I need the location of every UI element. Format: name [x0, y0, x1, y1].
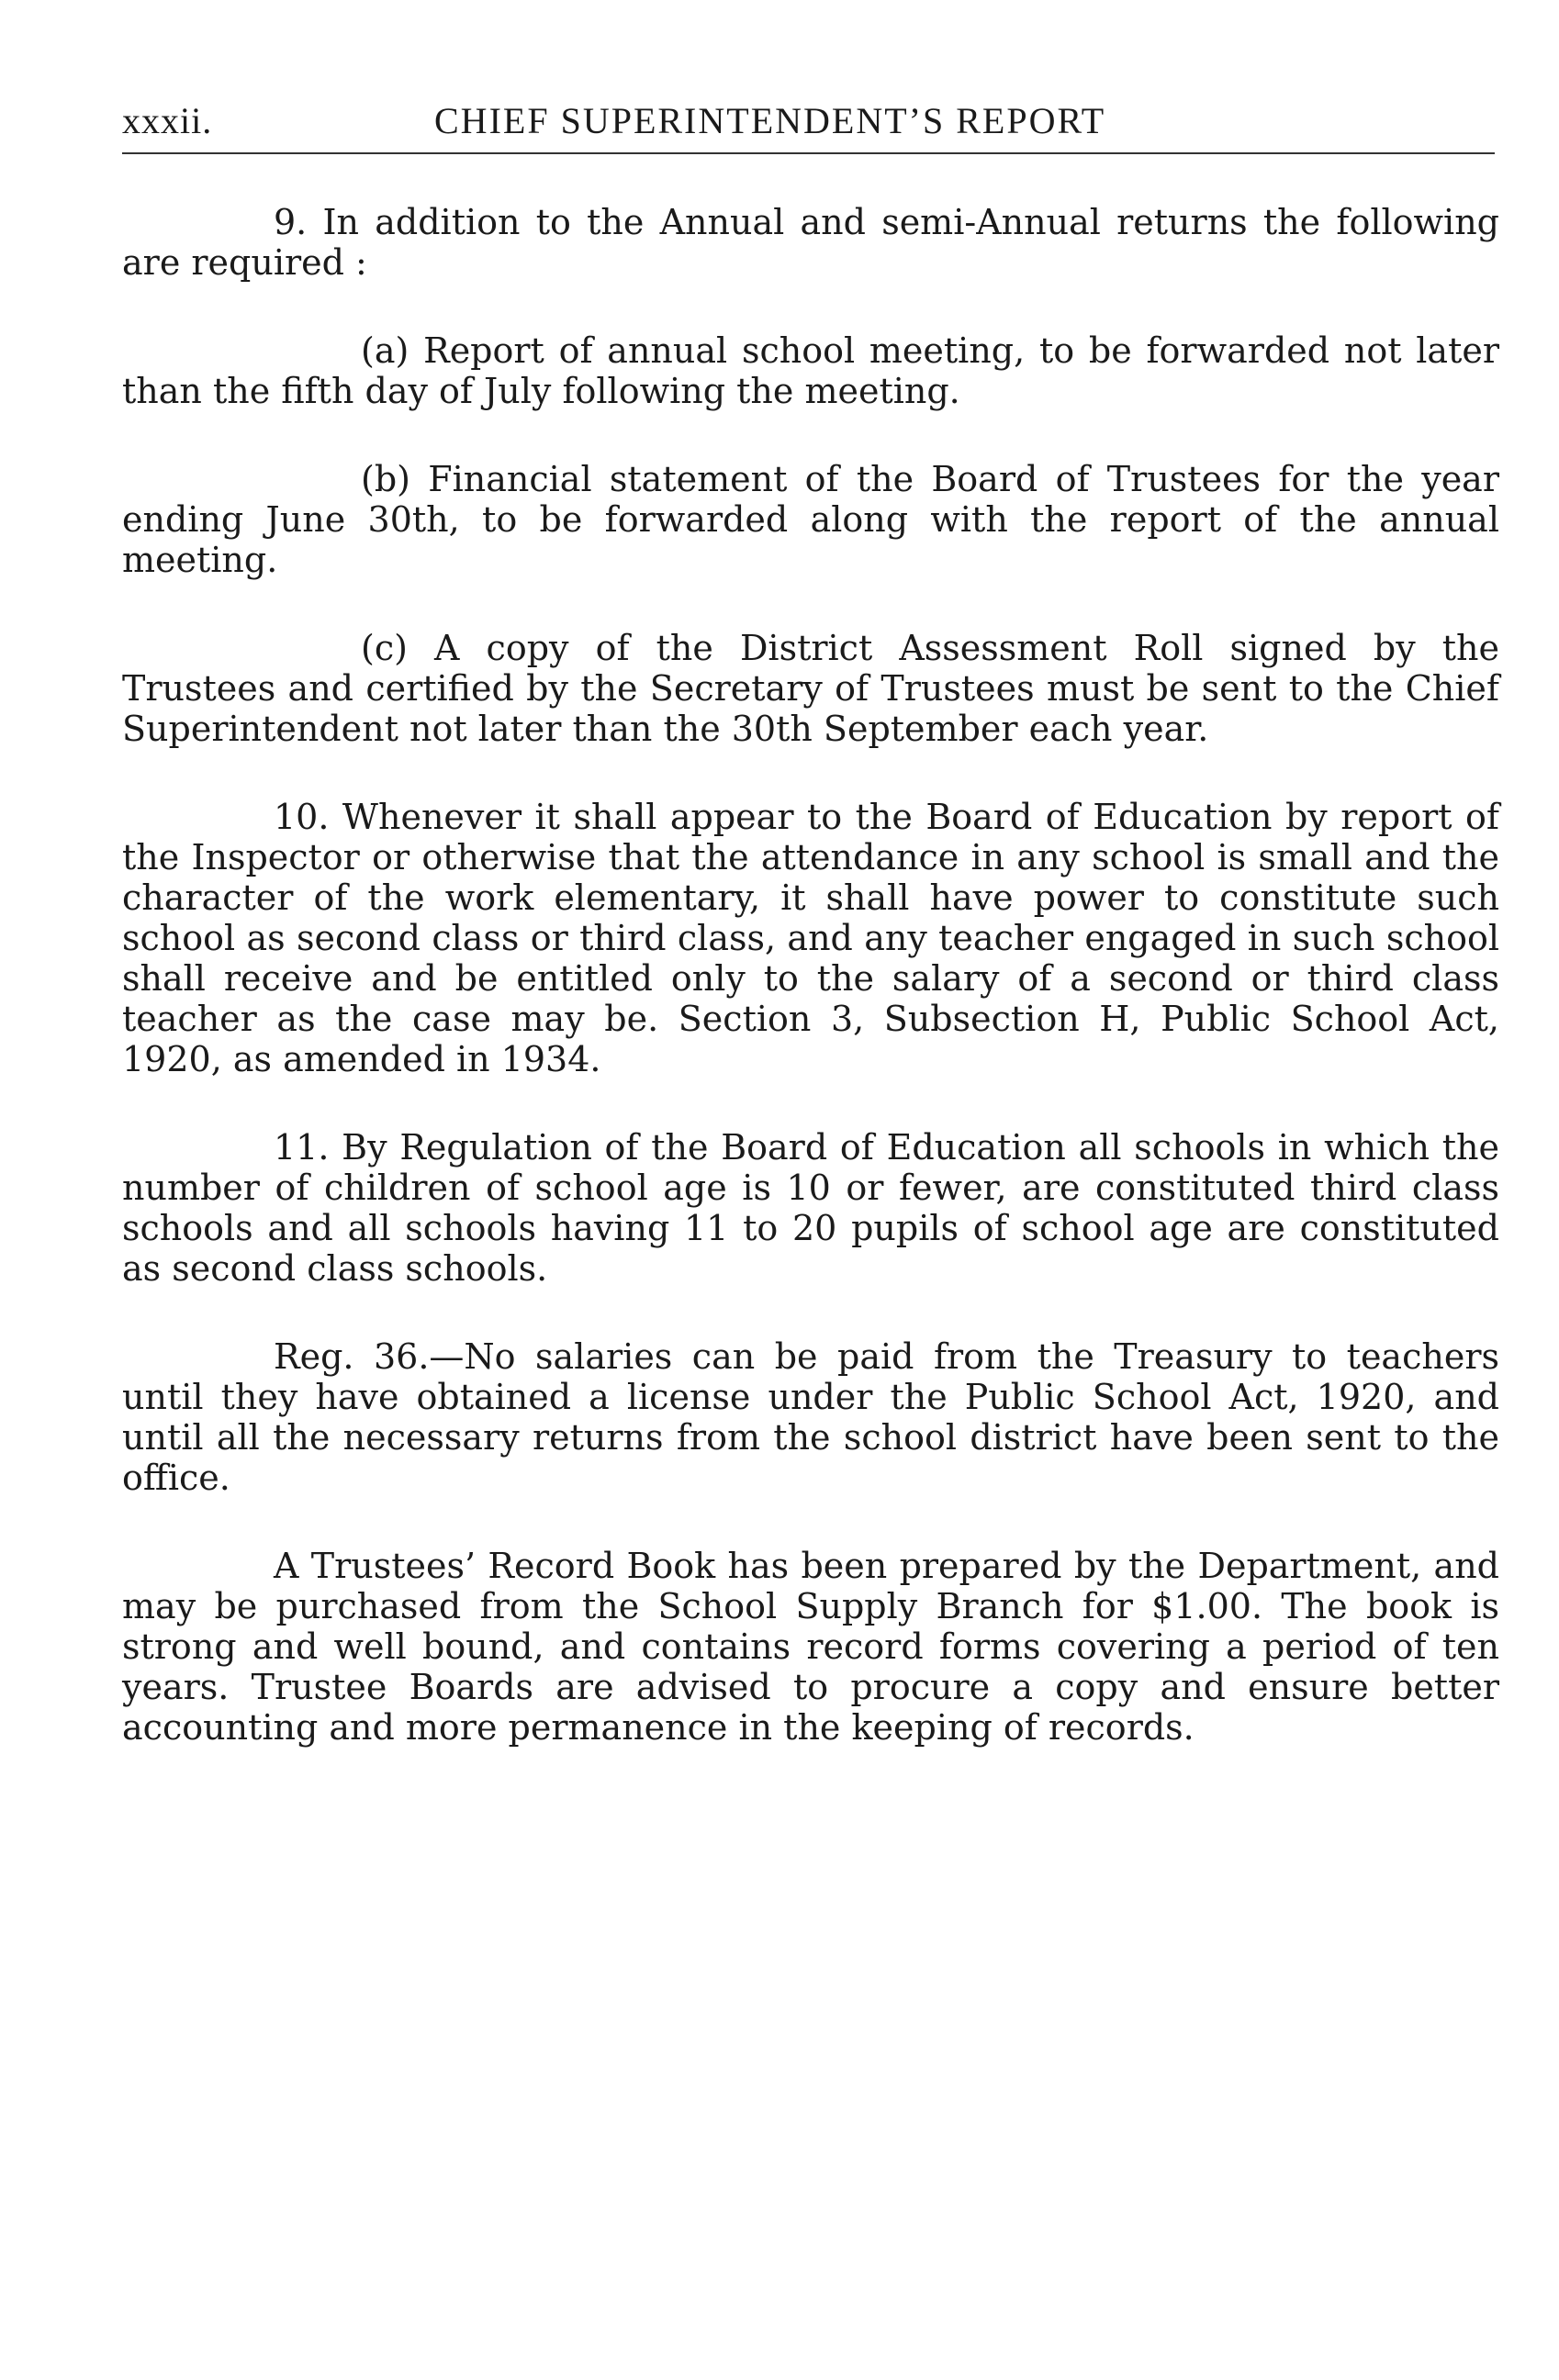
paragraph-10: 10. Whenever it shall appear to the Board of Education by report of the Inspector or otherwise that the attendance in any school is small and the character of the work elementary, it shall have power to constitute such school as second class or third class, and any teacher engaged in such school shall receive and be entitled only to the salary of a second or third class teacher as the case may be. Section 3, Subsection H, Public School Act, 1920, as amended in 1934. [122, 797, 1499, 1079]
running-title: CHIEF SUPERINTENDENT’S REPORT [434, 100, 1106, 141]
page-header [122, 99, 1499, 154]
paragraph-11: 11. By Regulation of the Board of Education all schools in which the number of children of school age is 10 or fewer, are constituted third class schools and all schools having 11 to 20 pupils of school age are constituted as second class schools. [122, 1127, 1499, 1289]
page-number: xxxii. [122, 100, 213, 141]
paragraph-9b: (b) Financial statement of the Board of Trustees for the year ending June 30th, to be forwarded along with the report of the annual meeting. [122, 459, 1499, 580]
body-text [122, 202, 1499, 1795]
paragraph-9a: (a) Report of annual school meeting, to be forwarded not later than the fifth day of July following the meeting. [122, 330, 1499, 411]
paragraph-record-book: A Trustees’ Record Book has been prepared by the Department, and may be purchased from the School Supply Branch for $1.00. The book is strong and well bound, and contains record forms covering a period of ten years. Trustee Boards are advised to procure a copy and ensure better accounting and more permanence in the keeping of records. [122, 1546, 1499, 1748]
paragraph-9: 9. In addition to the Annual and semi-Annual returns the following are required : [122, 202, 1499, 283]
paragraph-reg-36: Reg. 36.—No salaries can be paid from the Treasury to teachers until they have obtained a license under the Public School Act, 1920, and until all the necessary returns from the school district have been sent to the office. [122, 1336, 1499, 1498]
header-rule [122, 152, 1495, 154]
paragraph-9c: (c) A copy of the District Assessment Roll signed by the Trustees and certified by the Secretary of Trustees must be sent to the Chief Superintendent not later than the 30th September each year. [122, 628, 1499, 749]
